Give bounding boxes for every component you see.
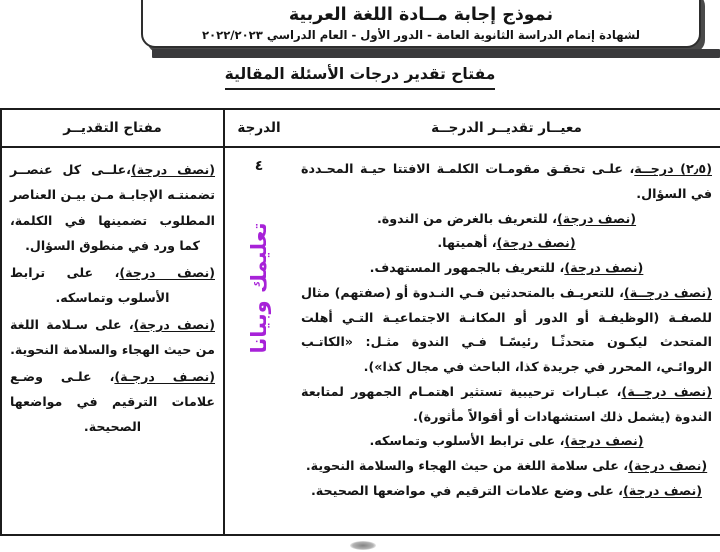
criteria-text: ، أهميتها. (437, 235, 497, 251)
criteria-mark: (نصف درجة) (557, 210, 637, 226)
grading-criteria-content (293, 148, 720, 510)
table-header-row (0, 110, 720, 148)
criteria-text: ، على ترابط الأسلوب وتماسكه. (369, 433, 565, 449)
grade-key-table (0, 108, 720, 536)
grading-key-mark: (نصف درجة) (119, 264, 215, 280)
criteria-item (301, 231, 712, 256)
criteria-item (301, 479, 712, 504)
criteria-mark: (نصف درجــة) (623, 284, 712, 300)
criteria-text: ، على سلامة اللغة من حيث الهجاء والسلامة النحوية. (305, 458, 629, 474)
column-header-criteria: معيــار تقديــر الدرجــة (431, 120, 582, 136)
grading-key-item (10, 157, 215, 259)
criteria-mark: (نصف درجة) (496, 235, 576, 251)
grading-key-item (10, 312, 215, 363)
grading-key-text: ، علـى وضـع علامات الترقيم في مواضعها الصحيحة. (10, 368, 215, 435)
criteria-mark: (نصف درجة) (622, 482, 703, 498)
criteria-text: ، للتعريف بالغرض من الندوة. (376, 210, 557, 226)
grading-key-item (10, 260, 215, 311)
criteria-text: ، للتعريـف بالمتحدثين فـي النـدوة أو (صفتهم) مثال للصفـة (الوظيفـة أو الدور أو المكانـة الاجتماعيـة التـي أهلت المتحدث ليكـون متحدثًـا رئيسًـا فـي الندوة مثـل: «الكاتـب الروائـي، المحرر في جريدة كذا، الباحث في مجال كذا»). (301, 284, 712, 375)
criteria-mark: (٢٫٥) درجــة (634, 161, 712, 176)
criteria-mark: (نصف درجــة) (621, 383, 712, 399)
cell-grade-value (223, 148, 293, 535)
page-subtitle: لشهادة إتمام الدراسة الثانوية العامة - الدور الأول - العام الدراسي ٢٠٢٢/٢٠٢٣ (201, 28, 641, 42)
grading-key-text: ، على سـلامة اللغة من حيث الهجاء والسلامة النحوية. (10, 316, 215, 358)
document-header (0, 0, 720, 60)
grading-key-mark: (نصف درجة) (133, 316, 215, 332)
header-accent-bar (152, 49, 720, 58)
criteria-item (301, 207, 712, 232)
column-header-key: مفتاح التقديــر (0, 110, 223, 146)
criteria-text: ، للتعريف بالجمهور المستهدف. (369, 260, 565, 276)
grade-cell-content (225, 158, 293, 354)
criteria-item (301, 256, 712, 281)
grading-key-content (2, 148, 223, 447)
cell-grading-key (0, 148, 223, 535)
scan-artifact (350, 541, 376, 550)
criteria-item (301, 281, 712, 380)
criteria-item (301, 429, 712, 454)
criteria-item (301, 157, 712, 207)
grading-key-mark: (نصـف درجـة) (114, 368, 216, 384)
grading-key-item (10, 364, 215, 440)
criteria-mark: (نصف درجة) (628, 458, 708, 474)
grading-key-mark: (نصف درجة) (130, 162, 216, 177)
criteria-item (301, 380, 712, 430)
section-title: مفتاح تقدير درجات الأسئلة المقالية (225, 65, 496, 90)
title-plate (141, 0, 701, 48)
column-header-grade: الدرجة (223, 110, 293, 146)
grading-key-text: ، على ترابط الأسلوب وتماسكه. (10, 264, 170, 306)
criteria-mark: (نصف درجة) (564, 260, 644, 276)
page-title: نموذج إجابة مــادة اللغة العربية (288, 5, 554, 25)
criteria-text: ، على وضع علامات الترقيم في مواضعها الصحيحة. (310, 482, 623, 498)
criteria-mark: (نصف درجة) (564, 433, 644, 449)
criteria-item (301, 454, 712, 479)
table-row (0, 148, 720, 535)
watermark-text: تعليمك وبيانا (247, 222, 271, 354)
section-title-container (0, 64, 720, 90)
criteria-text: ، علـى تحقـق مقومـات الكلمـة الافتتا حيـة المحـددة في السؤال. (301, 161, 712, 201)
cell-grading-criteria (293, 148, 720, 535)
criteria-text: ، عبـارات ترحيبية تستثير اهتمـام الجمهور لمتابعة الندوة (يشمل ذلك استشهادات أو أقوالاً مأثورة). (301, 383, 712, 424)
grade-number: ٤ (254, 158, 264, 174)
grading-key-text: ،علــى كل عنصــر تضمنتـه الإجابـة مـن بيـن العناصر المطلوب تضمينها في الكلمة، كما ورد في منطوق السؤال. (10, 162, 215, 254)
